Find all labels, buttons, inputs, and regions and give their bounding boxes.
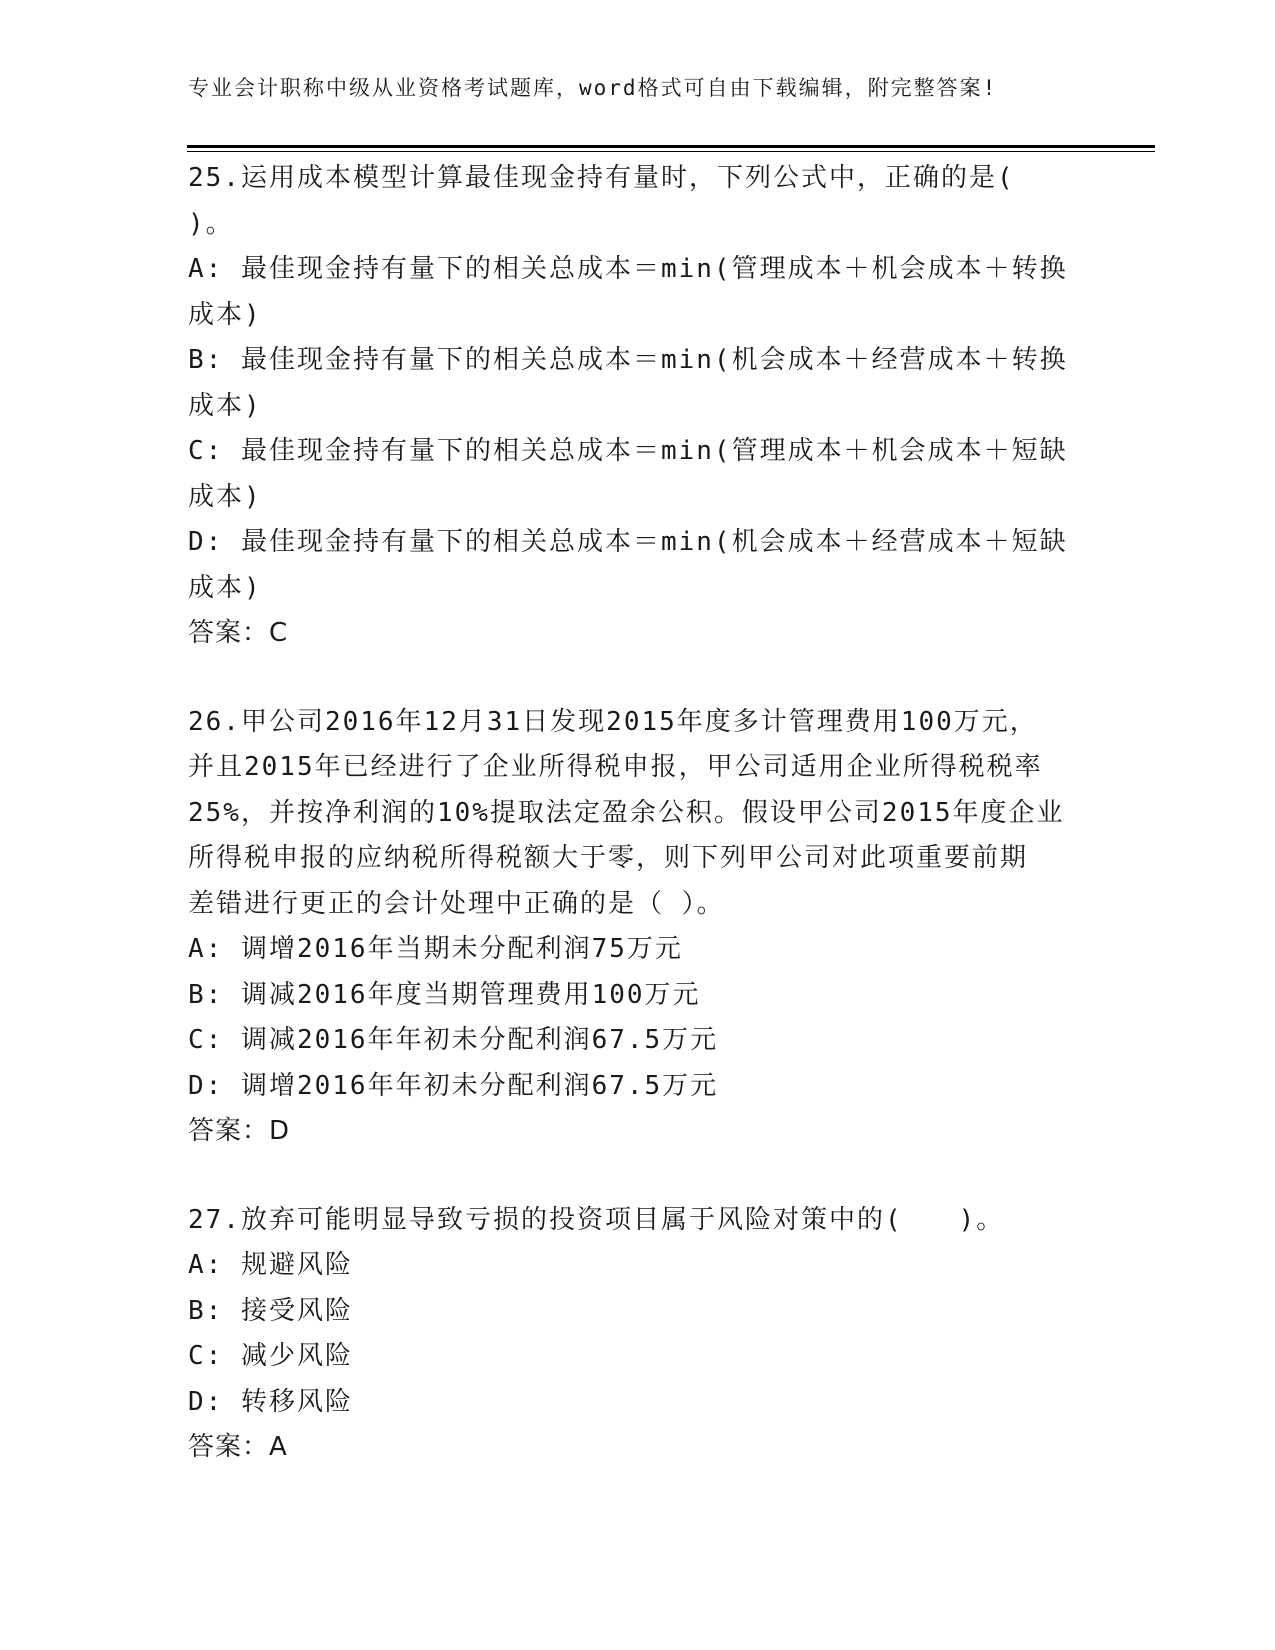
option-d: D: 最佳现金持有量下的相关总成本＝min(机会成本＋经营成本＋短缺 [188, 527, 1068, 557]
option-a-continued: 成本) [188, 299, 262, 330]
option-c: C: 减少风险 [188, 1341, 353, 1371]
question-stem-line: 并且2015年已经进行了企业所得税申报，甲公司适用企业所得税税率 [188, 752, 1043, 782]
option-b: B: 最佳现金持有量下的相关总成本＝min(机会成本＋经营成本＋转换 [188, 345, 1068, 375]
question-stem-line: )。 [188, 208, 234, 239]
question-26 [188, 700, 1088, 1155]
header-rule-thin [187, 151, 1155, 152]
question-stem-line: 26.甲公司2016年12月31日发现2015年度多计管理费用100万元， [188, 706, 1038, 737]
question-stem-line: 所得税申报的应纳税所得税额大于零，则下列甲公司对此项重要前期 [188, 843, 1029, 873]
option-c: C: 调减2016年年初未分配利润67.5万元 [188, 1025, 719, 1055]
option-b: B: 接受风险 [188, 1295, 353, 1326]
option-d: D: 转移风险 [188, 1386, 353, 1417]
question-stem-line: 差错进行更正的会计处理中正确的是（ ）。 [188, 888, 725, 919]
question-stem-line: 25%，并按净利润的10%提取法定盈余公积。假设甲公司2015年度企业 [188, 797, 1065, 828]
option-d: D: 调增2016年年初未分配利润67.5万元 [188, 1070, 719, 1101]
page-header: 专业会计职称中级从业资格考试题库，word格式可自由下载编辑，附完整答案! [188, 76, 998, 100]
option-a: A: 调增2016年当期未分配利润75万元 [188, 934, 683, 964]
question-25 [188, 156, 1088, 657]
option-b: B: 调减2016年度当期管理费用100万元 [188, 979, 701, 1010]
question-stem-line: 27.放弃可能明显导致亏损的投资项目属于风险对策中的( )。 [188, 1204, 1005, 1235]
question-27 [188, 1198, 1088, 1471]
option-b-continued: 成本) [188, 390, 262, 421]
option-a: A: 最佳现金持有量下的相关总成本＝min(管理成本＋机会成本＋转换 [188, 254, 1068, 284]
option-a: A: 规避风险 [188, 1250, 353, 1280]
option-d-continued: 成本) [188, 572, 262, 603]
answer: 答案：A [188, 1432, 288, 1462]
question-stem-line: 25.运用成本模型计算最佳现金持有量时，下列公式中，正确的是( [188, 163, 1015, 193]
option-c: C: 最佳现金持有量下的相关总成本＝min(管理成本＋机会成本＋短缺 [188, 436, 1068, 466]
answer: 答案：D [188, 1116, 291, 1146]
question-list [188, 156, 1088, 1514]
header-rule-thick [187, 145, 1155, 148]
answer: 答案：C [188, 618, 289, 648]
option-c-continued: 成本) [188, 481, 262, 512]
